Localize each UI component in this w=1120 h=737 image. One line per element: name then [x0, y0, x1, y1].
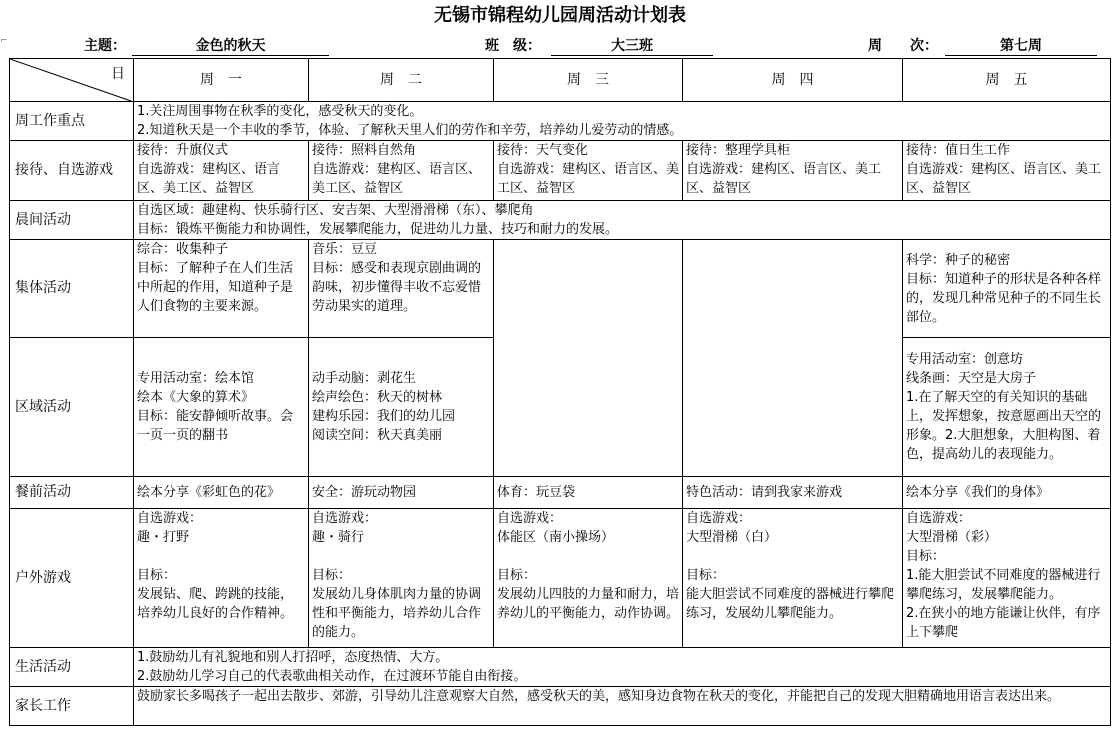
outdoor-cell-wed[interactable]	[494, 509, 683, 648]
day-header-mon: 周 一	[134, 59, 309, 102]
weekly-plan-table	[9, 58, 1111, 726]
outdoor-line: 2.在狭小的地方能谦让伙伴，有序上下攀爬	[906, 606, 1101, 640]
premeal-cell-mon[interactable]: 绘本分享《彩虹色的花》	[134, 477, 309, 509]
morning-line: 自选区域：趣建构、快乐骑行区、安吉架、大型滑滑梯（东）、攀爬角	[137, 203, 534, 218]
morning-cell[interactable]	[134, 201, 1111, 240]
life-cell[interactable]	[134, 648, 1111, 687]
outdoor-line: 大型滑梯（彩）	[906, 530, 998, 545]
group-line: 科学：种子的秘密	[906, 252, 1011, 268]
focus-cell[interactable]	[134, 102, 1111, 141]
premeal-cell-thu[interactable]: 特色活动：请到我家来游戏	[683, 477, 903, 509]
class-value[interactable]: 大三班	[551, 36, 713, 56]
outdoor-line: 自选游戏：	[137, 511, 203, 526]
group-cell-mon[interactable]	[134, 240, 309, 338]
reception-line: 自选游戏：建构区、语言区、美工区、益智区	[906, 162, 1102, 196]
outdoor-line: 能大胆尝试不同难度的器械进行攀爬练习，发展幼儿攀爬能力。	[686, 587, 895, 621]
info-header	[0, 36, 1120, 56]
table-row-morning	[10, 201, 1111, 240]
table-row-focus	[10, 102, 1111, 141]
row-label-morning: 晨间活动	[10, 201, 134, 240]
outdoor-line: 自选游戏：	[312, 511, 378, 526]
premeal-cell-tue[interactable]: 安全：游玩动物园	[309, 477, 494, 509]
area-cell-tue[interactable]	[309, 338, 494, 477]
outdoor-blank-line	[312, 547, 490, 566]
table-row-premeal	[10, 477, 1111, 509]
area-line: 目标：能安静倾听故事。会一页一页的翻书	[137, 409, 294, 443]
reception-cell-tue[interactable]	[309, 141, 494, 201]
outdoor-cell-tue[interactable]	[309, 509, 494, 648]
outdoor-line: 体能区（南小操场）	[497, 530, 615, 545]
outdoor-line: 自选游戏：	[906, 511, 972, 526]
corner-label: 日	[111, 66, 125, 82]
group-line: 音乐：豆豆	[312, 242, 378, 257]
row-label-area: 区域活动	[10, 338, 134, 477]
premeal-cell-wed[interactable]: 体育：玩豆袋	[494, 477, 683, 509]
outdoor-line: 趣・骑行	[312, 530, 365, 545]
day-header-wed: 周 三	[494, 59, 683, 102]
row-label-group: 集体活动	[10, 240, 134, 338]
row-label-focus: 周工作重点	[10, 102, 134, 141]
life-line: 2.鼓励幼儿学习自己的代表歌曲相关动作，在过渡环节能自由衔接。	[137, 669, 527, 684]
outdoor-line: 目标：	[906, 549, 946, 564]
row-label-parent: 家长工作	[10, 687, 134, 726]
week-value[interactable]: 第七周	[945, 36, 1097, 56]
outdoor-line: 目标：	[686, 568, 726, 583]
area-line: 专用活动室：绘本馆	[137, 371, 255, 386]
reception-cell-wed[interactable]	[494, 141, 683, 201]
outdoor-line: 发展钻、爬、跨跳的技能，培养幼儿良好的合作精神。	[137, 587, 294, 621]
area-line: 绘本《大象的算术》	[137, 390, 255, 405]
theme-label: 主题：	[84, 38, 126, 54]
area-cell-mon[interactable]	[134, 338, 309, 477]
group-cell-tue[interactable]	[309, 240, 494, 338]
corner-cell	[10, 59, 134, 102]
parent-cell[interactable]	[134, 687, 1111, 726]
theme-value[interactable]: 金色的秋天	[132, 36, 329, 56]
area-line: 绘声绘色：秋天的树林	[312, 390, 443, 405]
group-line: 目标：感受和表现京剧曲调的韵味，初步懂得丰收不忘爱惜劳动果实的道理。	[312, 261, 482, 314]
row-label-premeal: 餐前活动	[10, 477, 134, 509]
area-line: 动手动脑：剥花生	[312, 371, 417, 386]
focus-line: 1.关注周围事物在秋季的变化，感受秋天的变化。	[137, 104, 423, 119]
table-row-days	[10, 59, 1111, 102]
table-row-outdoor	[10, 509, 1111, 648]
day-header-tue: 周 二	[309, 59, 494, 102]
outdoor-line: 发展幼儿四肢的力量和耐力，培养幼儿的平衡能力，动作协调。	[497, 587, 680, 621]
reception-cell-mon[interactable]	[134, 141, 309, 201]
area-line: 专用活动室：创意坊	[906, 352, 1024, 367]
reception-line: 接待：升旗仪式	[137, 143, 229, 158]
reception-line: 接待：整理学具柜	[686, 143, 791, 158]
outdoor-line: 大型滑梯（白）	[686, 530, 778, 545]
premeal-cell-fri[interactable]: 绘本分享《我们的身体》	[903, 477, 1111, 509]
class-label: 班 级：	[485, 38, 541, 54]
group-line: 综合：收集种子	[137, 242, 229, 257]
outdoor-line: 1.能大胆尝试不同难度的器械进行攀爬练习，发展攀爬能力。	[906, 568, 1101, 602]
reception-line: 自选游戏：建构区、语言区、美工区、益智区	[137, 162, 281, 196]
life-line: 1.鼓励幼儿有礼貌地和别人打招呼，态度热情、大方。	[137, 650, 449, 665]
morning-line: 目标：锻炼平衡能力和协调性，发展攀爬能力，促进幼儿力量、技巧和耐力的发展。	[137, 222, 619, 237]
reception-line: 接待：天气变化	[497, 143, 589, 158]
outdoor-blank-line	[497, 547, 679, 566]
area-line: 阅读空间：秋天真美丽	[312, 428, 443, 443]
thu-blank-line	[686, 349, 899, 368]
outdoor-blank-line	[686, 547, 899, 566]
area-line: 线条画：天空是大房子	[906, 371, 1037, 386]
merged-cell-wed[interactable]	[494, 240, 683, 477]
row-label-outdoor: 户外游戏	[10, 509, 134, 648]
outdoor-line: 趣・打野	[137, 530, 190, 545]
parent-line: 鼓励家长多喝孩子一起出去散步、郊游，引导幼儿注意观察大自然，感受秋天的美，感知身边食物在秋天的变化，并能把自己的发现大胆精确地用语言表达出来。	[137, 689, 1061, 704]
focus-line: 2.知道秋天是一个丰收的季节，体验、了解秋天里人们的劳作和辛劳，培养幼儿爱劳动的情感。	[137, 123, 683, 138]
outdoor-line: 自选游戏：	[497, 511, 563, 526]
merged-cell-thu[interactable]	[683, 240, 903, 477]
group-cell-fri[interactable]	[903, 240, 1111, 338]
table-row-group	[10, 240, 1111, 338]
outdoor-line: 目标：	[497, 568, 537, 583]
day-header-fri: 周 五	[903, 59, 1111, 102]
reception-line: 接待：值日生工作	[906, 143, 1011, 158]
table-row-life	[10, 648, 1111, 687]
week-label: 周 次：	[868, 38, 938, 54]
outdoor-line: 目标：	[137, 568, 177, 583]
area-line: 建构乐园：我们的幼儿园	[312, 409, 456, 424]
reception-line: 自选游戏：建构区、语言区、美工区、益智区	[497, 162, 680, 196]
outdoor-line: 发展幼儿身体肌肉力量的协调性和平衡能力，培养幼儿合作的能力。	[312, 587, 482, 640]
reception-line: 接待：照料自然角	[312, 143, 417, 158]
area-cell-fri[interactable]	[903, 338, 1111, 477]
outdoor-cell-thu[interactable]	[683, 509, 903, 648]
group-line: 目标：了解种子在人们生活中所起的作用，知道种子是人们食物的主要来源。	[137, 261, 294, 314]
group-line: 目标：知道种子的形状是各种各样的，发现几种常见种子的不同生长部位。	[906, 271, 1102, 325]
row-label-life: 生活活动	[10, 648, 134, 687]
margin-marker: ⌐	[0, 36, 8, 46]
day-header-thu: 周 四	[683, 59, 903, 102]
outdoor-cell-mon[interactable]	[134, 509, 309, 648]
reception-cell-fri[interactable]	[903, 141, 1111, 201]
outdoor-blank-line	[137, 547, 305, 566]
row-label-reception: 接待、自选游戏	[10, 141, 134, 201]
table-row-parent	[10, 687, 1111, 726]
outdoor-line: 自选游戏：	[686, 511, 752, 526]
reception-cell-thu[interactable]	[683, 141, 903, 201]
reception-line: 自选游戏：建构区、语言区、美工区、益智区	[686, 162, 882, 196]
reception-line: 自选游戏：建构区、语言区、美工区、益智区	[312, 162, 482, 196]
area-line: 1.在了解天空的有关知识的基础上，发挥想象，按意愿画出天空的形象。2.大胆想象，大胆构图、着色，提高幼儿的表现能力。	[906, 390, 1102, 462]
outdoor-cell-fri[interactable]	[903, 509, 1111, 648]
outdoor-line: 目标：	[312, 568, 352, 583]
page-title: 无锡市锦程幼儿园周活动计划表	[434, 5, 686, 26]
table-row-reception	[10, 141, 1111, 201]
